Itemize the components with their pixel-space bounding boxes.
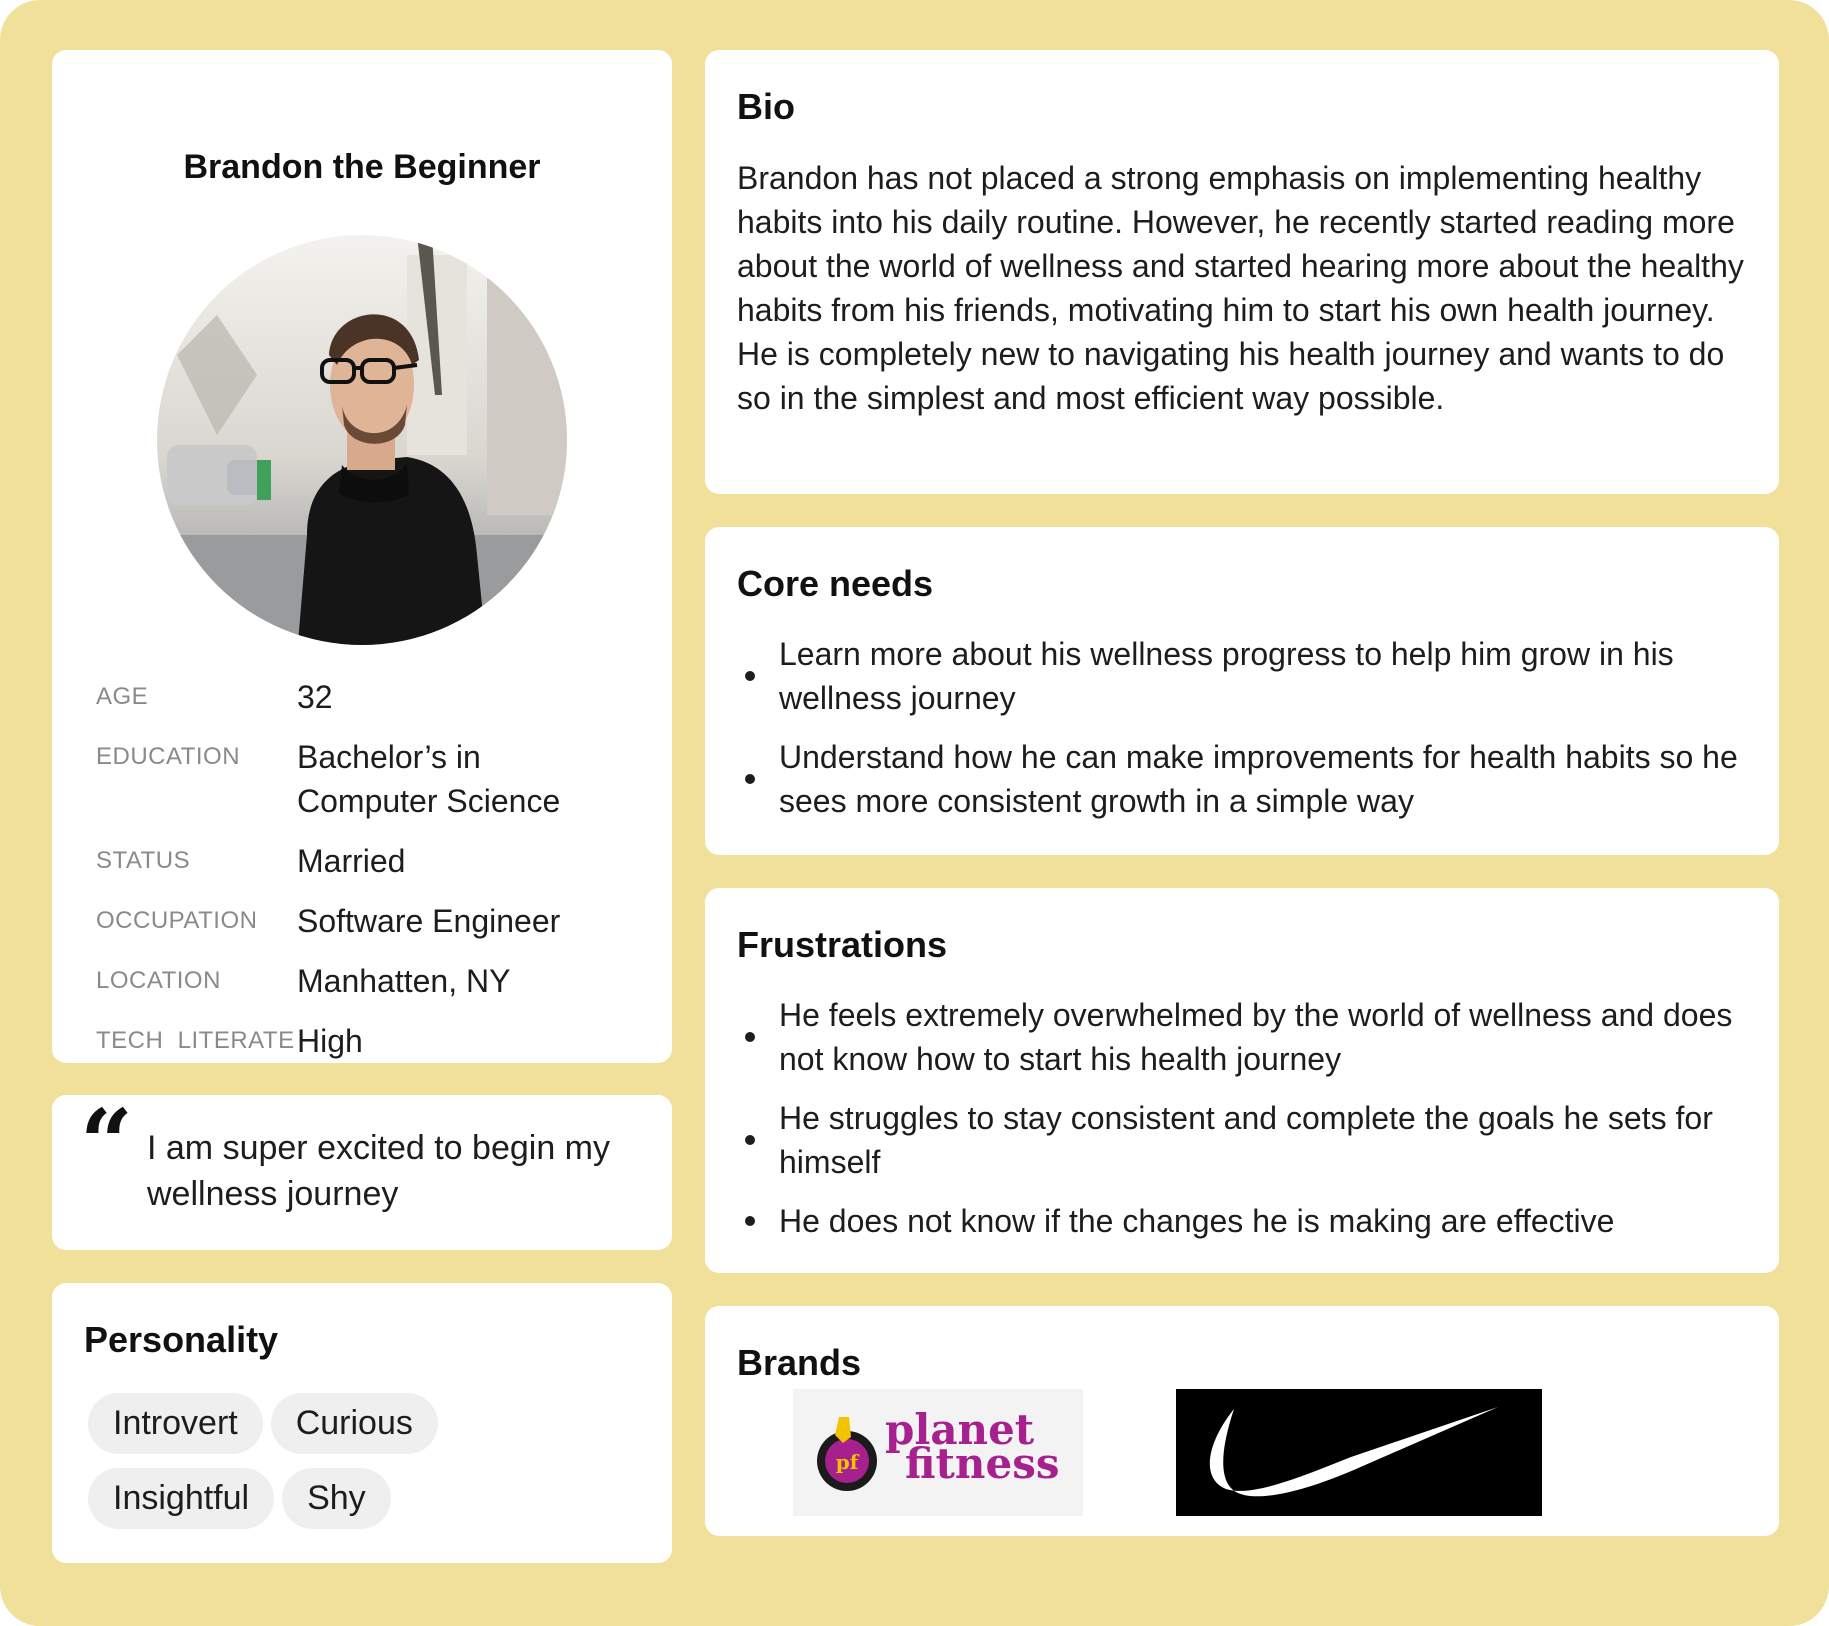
personality-tag: Insightful bbox=[88, 1468, 274, 1529]
fact-location bbox=[96, 959, 656, 1003]
fact-value: High bbox=[297, 1023, 363, 1059]
list-item-text: He feels extremely overwhelmed by the world of wellness and does not know how to start his health journey bbox=[779, 997, 1733, 1077]
frustrations-title: Frustrations bbox=[737, 924, 948, 965]
core-needs-title: Core needs bbox=[737, 563, 934, 604]
bio-text: Brandon has not placed a strong emphasis on implementing healthy habits into his daily routine. However, he recently started reading more about the world of wellness and started hearing more about the healthy habits from his friends, motivating him to start his own health journey. He is completely new to navigating his health journey and wants to do so in the simplest and most efficient way possible. bbox=[737, 160, 1744, 416]
list-item bbox=[737, 1096, 1747, 1184]
fact-occupation bbox=[96, 899, 656, 943]
personality-title: Personality bbox=[84, 1319, 279, 1360]
personality-tag: Curious bbox=[271, 1393, 438, 1454]
list-item bbox=[737, 632, 1747, 720]
planet-fitness-badge-icon bbox=[809, 1409, 889, 1499]
personality-tags bbox=[88, 1393, 648, 1543]
list-item-text: Understand how he can make improvements for health habits so he sees more consistent growth in a simple way bbox=[779, 739, 1738, 819]
list-item-text: Learn more about his wellness progress to help him grow in his wellness journey bbox=[779, 636, 1674, 716]
list-item-text: He struggles to stay consistent and complete the goals he sets for himself bbox=[779, 1100, 1713, 1180]
facts-list bbox=[96, 675, 656, 1079]
planet-fitness-logo bbox=[793, 1389, 1083, 1516]
fact-label: STATUS bbox=[96, 847, 191, 874]
fact-status bbox=[96, 839, 656, 883]
nike-logo bbox=[1176, 1389, 1542, 1516]
brands-card bbox=[705, 1306, 1779, 1536]
persona-name: Brandon the Beginner bbox=[183, 148, 541, 186]
planet-fitness-line1: planet bbox=[885, 1405, 1035, 1454]
fact-label: AGE bbox=[96, 683, 149, 710]
profile-photo-image bbox=[157, 235, 567, 645]
fact-label: TECH LITERATE bbox=[96, 1027, 295, 1054]
fact-value: Software Engineer bbox=[297, 903, 561, 939]
bullet-icon bbox=[745, 1135, 755, 1145]
nike-swoosh-icon bbox=[1176, 1389, 1542, 1516]
bullet-icon bbox=[745, 1216, 755, 1226]
core-needs-card bbox=[705, 527, 1779, 855]
fact-tech-literate bbox=[96, 1019, 656, 1063]
fact-value: 32 bbox=[297, 679, 333, 715]
frustrations-card bbox=[705, 888, 1779, 1273]
bullet-icon bbox=[745, 671, 755, 681]
list-item bbox=[737, 993, 1747, 1081]
bullet-icon bbox=[745, 774, 755, 784]
fact-age bbox=[96, 675, 656, 719]
quote-text: I am super excited to begin my wellness journey bbox=[147, 1129, 611, 1213]
bullet-icon bbox=[745, 1032, 755, 1042]
personality-tag: Shy bbox=[282, 1468, 391, 1529]
profile-card bbox=[52, 50, 672, 1063]
fact-education bbox=[96, 735, 656, 823]
list-item-text: He does not know if the changes he is making are effective bbox=[779, 1203, 1615, 1239]
fact-value: Bachelor’s in Computer Science bbox=[297, 739, 561, 819]
planet-fitness-badge-text: pf bbox=[835, 1450, 859, 1474]
frustrations-list bbox=[737, 993, 1747, 1258]
list-item bbox=[737, 1199, 1747, 1243]
fact-label: EDUCATION bbox=[96, 743, 241, 770]
planet-fitness-line2: fitness bbox=[905, 1439, 1060, 1488]
fact-label: OCCUPATION bbox=[96, 907, 258, 934]
personality-card bbox=[52, 1283, 672, 1563]
bio-title: Bio bbox=[737, 86, 795, 127]
quote-card bbox=[52, 1089, 672, 1250]
core-needs-list bbox=[737, 632, 1747, 838]
brands-title: Brands bbox=[737, 1342, 862, 1383]
planet-fitness-wordmark bbox=[885, 1405, 1060, 1488]
list-item bbox=[737, 735, 1747, 823]
fact-value: Manhatten, NY bbox=[297, 963, 511, 999]
fact-value: Married bbox=[297, 843, 406, 879]
fact-label: LOCATION bbox=[96, 967, 221, 994]
quote-icon: “ bbox=[80, 1089, 133, 1197]
bio-card bbox=[705, 50, 1779, 494]
persona-photo bbox=[157, 235, 567, 645]
personality-tag: Introvert bbox=[88, 1393, 263, 1454]
